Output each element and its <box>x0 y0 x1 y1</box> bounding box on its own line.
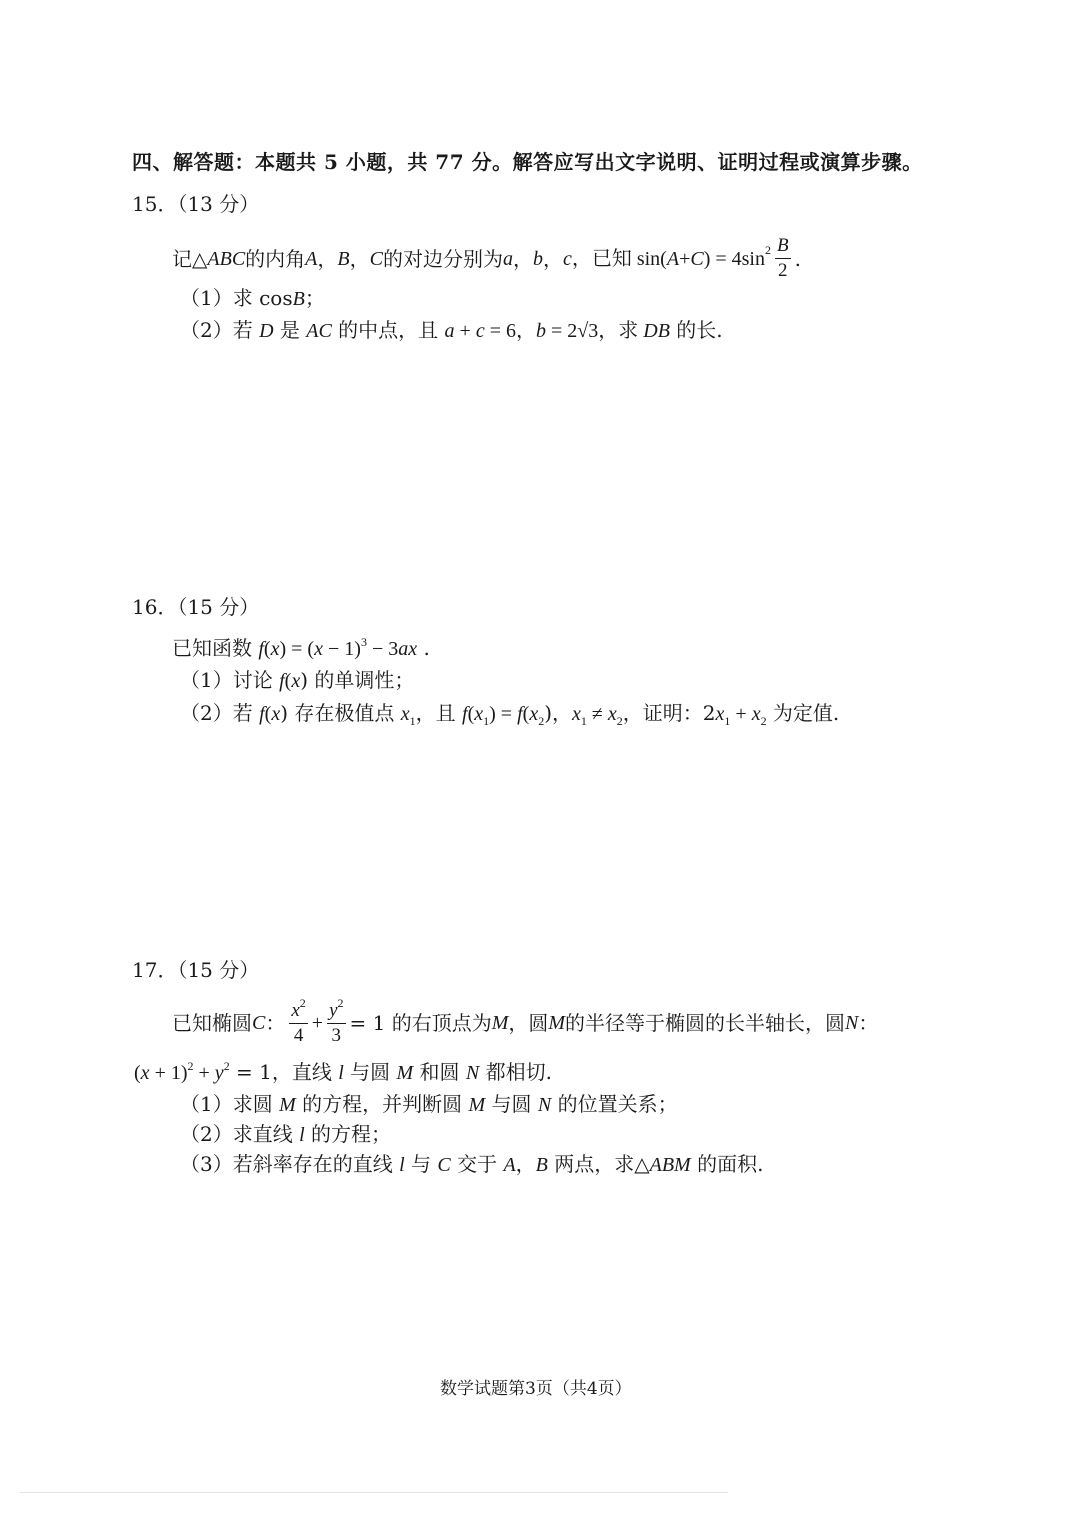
question-17-stem: 已知椭圆 C ： $\frac{x^2}{4}$ + $\frac{y^2}{3}$ = 1 的右顶点为 M ，圆 M 的半径等于椭圆的长半轴长，圆 N ： <box>172 996 879 1046</box>
question-16-part-1: （1）讨论 f(x) 的单调性； <box>180 668 415 692</box>
question-15-label: 15．（13 分） <box>132 192 260 216</box>
question-17-part-2: （2）求直线 l 的方程； <box>180 1122 392 1146</box>
question-17-stem-line-2: $(x + 1)^2 + y^2 = 1$，直线 l 与圆 M 和圆 N 都相切. <box>134 1059 552 1084</box>
question-16-label: 16．（15 分） <box>132 595 260 619</box>
page-footer: 数学试题第3页（共4页） <box>440 1379 632 1399</box>
question-17-part-3: （3）若斜率存在的直线 l 与 C 交于 A，B 两点，求△ABM 的面积. <box>180 1152 764 1176</box>
question-17-label: 17．（15 分） <box>132 958 260 982</box>
question-17-part-1: （1）求圆 M 的方程，并判断圆 M 与圆 N 的位置关系； <box>180 1092 678 1116</box>
question-15-stem: 记△ ABC 的内角 A ， B ， C 的对边分别为 a ， b ， c ，已知 sin( A + C ) = 4sin $^2$ $\frac{B}{2}$ . <box>172 235 801 281</box>
question-16-stem: 已知函数 $f(x) = (x - 1)^3 - 3ax$ . <box>172 635 430 660</box>
question-15-part-1: （1）求 cosB； <box>180 286 325 310</box>
bottom-divider <box>20 1492 728 1493</box>
question-16-part-2: （2）若 f(x) 存在极值点 $x_1$，且 $f(x_1) = f(x_2)$，$x_1 \ne x_2$，证明：$2x_1 + x_2$ 为定值. <box>180 701 840 728</box>
fraction-x2-over-4: $\frac{x^2}{4}$ <box>291 996 306 1046</box>
fraction-b-over-2: $\frac{B}{2}$ <box>776 235 789 281</box>
question-15-part-2: （2）若 D 是 AC 的中点，且 a + c = 6，b = 2√3，求 DB 的长. <box>180 318 723 342</box>
fraction-y2-over-3: $\frac{y^2}{3}$ <box>329 996 344 1046</box>
section-header: 四、解答题：本题共 5 小题，共 77 分。解答应写出文字说明、证明过程或演算步骤。 <box>132 150 923 174</box>
